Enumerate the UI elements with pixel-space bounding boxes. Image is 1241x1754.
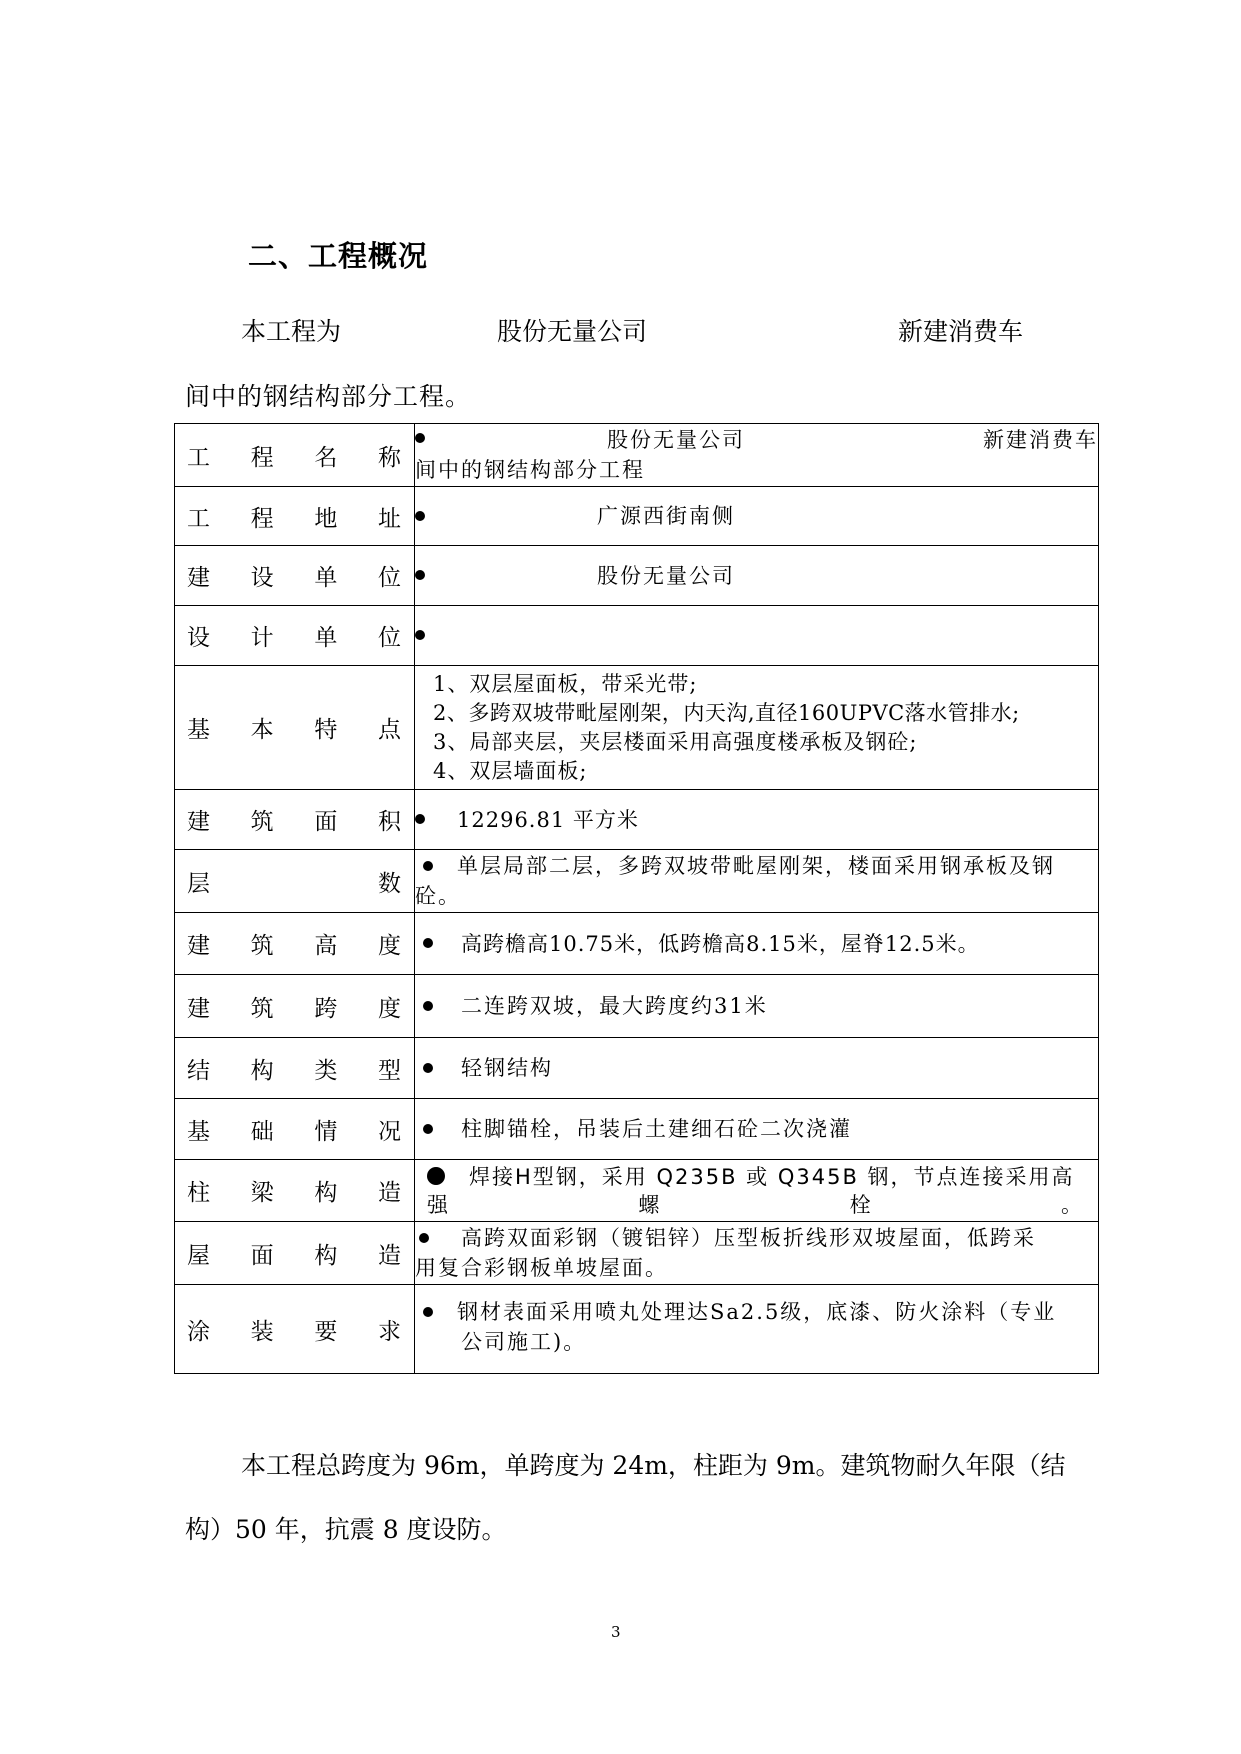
row-value: 1、双层屋面板，带采光带; 2、多跨双坡带毗屋刚架，内天沟,直径160UPVC落水管排水; 3、局部夹层，夹层楼面采用高强度楼承板及钢砼; 4、双层墙面板; xyxy=(415,666,1099,790)
table-row xyxy=(175,606,1099,666)
bullet-icon xyxy=(415,570,425,580)
row-value: 高跨檐高10.75米，低跨檐高8.15米，屋脊12.5米。 xyxy=(415,913,1099,975)
bullet-icon xyxy=(423,861,433,871)
table-row xyxy=(175,1160,1099,1222)
row-label: 柱 梁 构 造 xyxy=(175,1160,415,1222)
row-label: 设 计 单 位 xyxy=(175,606,415,666)
intro-company: 股份无量公司 xyxy=(497,317,648,346)
bullet-icon xyxy=(415,630,425,640)
intro-text-2: 新建消费车 xyxy=(898,317,1024,346)
summary-line-1: 本工程总跨度为 96m，单跨度为 24m，柱距为 9m。建筑物耐久年限（结 xyxy=(241,1451,1066,1480)
row-label: 工 程 地 址 xyxy=(175,487,415,546)
intro-text-3: 间中的钢结构部分工程。 xyxy=(185,382,472,411)
row-label: 建 筑 跨 度 xyxy=(175,975,415,1038)
row-value: 高跨双面彩钢（镀铝锌）压型板折线形双坡屋面，低跨采 用复合彩钢板单坡屋面。 xyxy=(415,1222,1099,1285)
row-value: 轻钢结构 xyxy=(415,1038,1099,1099)
row-value: 钢材表面采用喷丸处理达Sa2.5级，底漆、防火涂料（专业 公司施工)。 xyxy=(415,1285,1099,1374)
row-value: 柱脚锚栓，吊装后土建细石砼二次浇灌 xyxy=(415,1099,1099,1160)
row-value: 股份无量公司 新建消费车 间中的钢结构部分工程 xyxy=(415,424,1099,487)
bullet-icon xyxy=(415,814,425,824)
table-row xyxy=(175,487,1099,546)
section-heading: 二、工程概况 xyxy=(248,239,429,273)
row-value: 广源西街南侧 xyxy=(415,487,1099,546)
row-value: 单层局部二层，多跨双坡带毗屋刚架，楼面采用钢承板及钢 砼。 xyxy=(415,850,1099,913)
row-value: 12296.81 平方米 xyxy=(415,790,1099,850)
table-row xyxy=(175,1285,1099,1374)
bullet-icon xyxy=(419,1233,429,1243)
row-label: 屋 面 构 造 xyxy=(175,1222,415,1285)
table-row xyxy=(175,850,1099,913)
row-label: 建 筑 面 积 xyxy=(175,790,415,850)
table-row xyxy=(175,1038,1099,1099)
row-label: 建 设 单 位 xyxy=(175,546,415,606)
bullet-icon xyxy=(415,433,425,443)
row-label: 工 程 名 称 xyxy=(175,424,415,487)
row-value: 焊接H型钢，采用 Q235B 或 Q345B 钢，节点连接采用高 强 螺 栓 。 xyxy=(415,1160,1099,1222)
intro-text-1: 本工程为 xyxy=(241,317,342,346)
bullet-icon xyxy=(427,1167,445,1185)
bullet-icon xyxy=(423,1063,433,1073)
row-label: 结 构 类 型 xyxy=(175,1038,415,1099)
row-value: 股份无量公司 xyxy=(415,546,1099,606)
bullet-icon xyxy=(415,511,425,521)
row-value xyxy=(415,606,1099,666)
row-label: 建 筑 高 度 xyxy=(175,913,415,975)
table-row xyxy=(175,424,1099,487)
bullet-icon xyxy=(423,938,433,948)
table-row xyxy=(175,790,1099,850)
row-label: 基 础 情 况 xyxy=(175,1099,415,1160)
table-row xyxy=(175,913,1099,975)
summary-line-2: 构）50 年，抗震 8 度设防。 xyxy=(185,1515,507,1544)
bullet-icon xyxy=(423,1001,433,1011)
table-row xyxy=(175,666,1099,790)
table-row xyxy=(175,1099,1099,1160)
table-row xyxy=(175,546,1099,606)
table-row xyxy=(175,975,1099,1038)
row-label: 层 数 xyxy=(175,850,415,913)
bullet-icon xyxy=(423,1307,433,1317)
row-label: 基 本 特 点 xyxy=(175,666,415,790)
table-row xyxy=(175,1222,1099,1285)
row-value: 二连跨双坡，最大跨度约31米 xyxy=(415,975,1099,1038)
project-overview-table xyxy=(174,423,1099,1374)
bullet-icon xyxy=(423,1124,433,1134)
row-label: 涂 装 要 求 xyxy=(175,1285,415,1374)
page-number: 3 xyxy=(611,1623,621,1641)
